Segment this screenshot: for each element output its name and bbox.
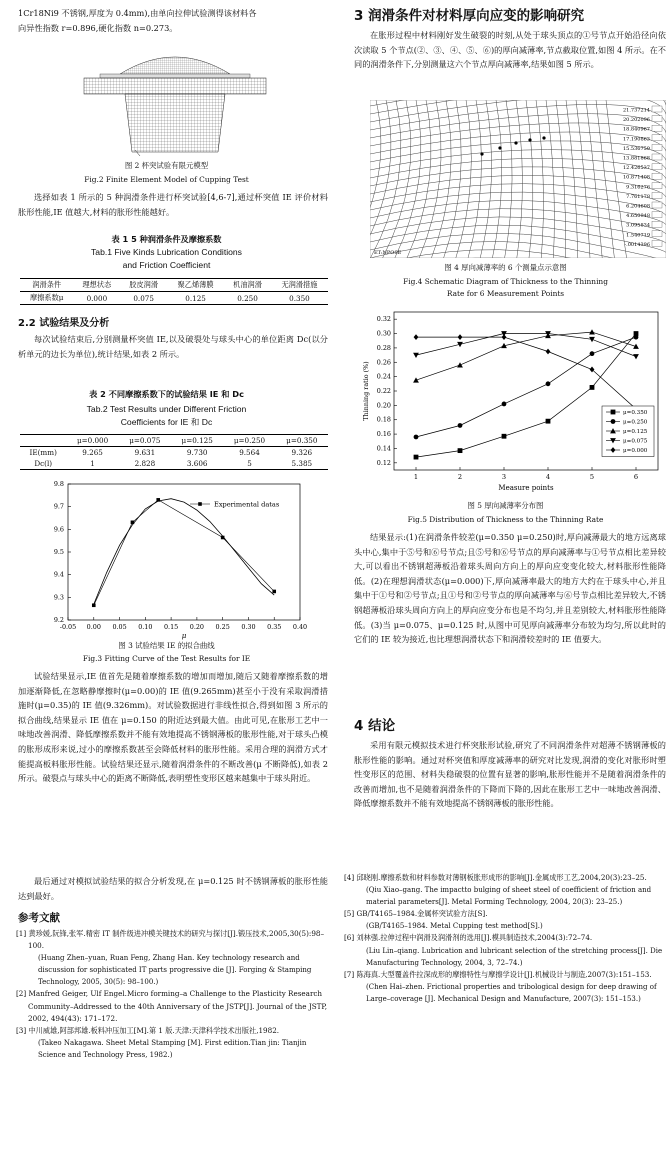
table1-title-en-1: Tab.1 Five Kinds Lubrication Conditions xyxy=(91,247,242,257)
table2-cell: 9.564 xyxy=(239,448,260,457)
fig3-x-tick-label: 0.15 xyxy=(163,623,179,631)
fig4-legend-label: 13.881868 xyxy=(622,155,650,162)
fig5-data-point xyxy=(546,419,551,424)
table2-cell: 9.730 xyxy=(186,448,208,457)
fig5-data-point xyxy=(414,455,419,460)
fig5-y-tick-label: 0.28 xyxy=(376,343,391,352)
table2-cell: 2.828 xyxy=(134,459,156,468)
fig4-legend-swatch xyxy=(652,240,662,246)
fig4-legend-label: 10.871408 xyxy=(622,174,650,181)
paragraph-fit-conclusion: 最后通过对模拟试验结果的拟合分析发现,在 μ=0.125 时不锈钢薄板的胀形性能达到最好。 xyxy=(18,876,328,901)
table2-cell: 3.606 xyxy=(186,459,208,468)
fig4-legend-swatch xyxy=(652,106,662,112)
fig5-data-point xyxy=(589,329,595,334)
fig5-data-point xyxy=(502,334,507,340)
fig4-legend-label: 21.737214 xyxy=(622,107,650,114)
paragraph-conclusion: 采用有限元模拟技术进行杯突胀形试验,研究了不同润滑条件对超薄不锈钢薄板的胀形性能的影响。通过对杯突值和厚度减薄率的研究对比发现,润滑的变化对胀形时塑性变形区的范围、材料失稳破裂的位置有显著的影响,胀形性能并不是随着润滑条件的改善而增加,也不是随着润滑条件的下降而下降的,因此在胀形工艺中一味地改善润滑、降低摩擦系数并不能有效地提高不锈钢薄板的胀形性能。 xyxy=(354,740,666,809)
reference-item-en: (Qiu Xiao–gang. The impactto bulging of sheet steel of coefficient of friction and material parameters[J]. Metal Forming Technology, 2004, 20(3): 23–25.) xyxy=(366,886,652,907)
fig3-data-point xyxy=(92,603,96,607)
table1-header: 机油润滑 xyxy=(233,280,262,289)
fig4-legend-swatch xyxy=(652,192,662,198)
fig5-data-point xyxy=(590,385,595,390)
table2-row xyxy=(20,447,328,459)
fig3-x-tick-label: 0.05 xyxy=(112,623,127,631)
fig5-data-point xyxy=(414,435,419,440)
fig5-x-axis-label: Measure points xyxy=(498,484,554,492)
fig3-y-tick-label: 9.5 xyxy=(53,548,64,556)
fig5-y-tick-label: 0.32 xyxy=(376,315,391,324)
table2-cell: 9.265 xyxy=(82,448,103,457)
table1-title-cn: 表 1 5 种润滑条件及摩擦系数 xyxy=(111,234,222,244)
fig5-y-tick-label: 0.12 xyxy=(376,458,391,467)
intro-line-2: 向异性指数 r=0.896,硬化指数 n=0.273。 xyxy=(18,22,178,33)
intro-line-1: 1Cr18Ni9 不锈钢,厚度为 0.4mm),由单向拉伸试验测得该材料各 xyxy=(18,8,257,18)
table2-title-en-2: Coefficients for IE 和 Dc xyxy=(120,417,213,427)
fig3-data-point xyxy=(131,521,135,525)
fig5-data-point xyxy=(633,354,639,359)
fig4-legend-label: 6.204608 xyxy=(626,203,650,210)
fig5-y-tick-label: 0.20 xyxy=(376,401,391,410)
reference-item: [6] 刘林强.拉伸过程中润滑及润滑剂的选用[J].模具制造技术,2004(3):72–74. xyxy=(344,933,593,943)
fig3-data-point xyxy=(272,590,276,594)
reference-item-en: (Chen Hai–zhen. Frictional properties and tribological design for deep drawing of Large–coverage [J]. Mechanical Design and Manufacture, 2007(3): 151–153.) xyxy=(366,982,657,1003)
fig3-data-point xyxy=(156,498,160,502)
fig5-data-point xyxy=(414,334,419,340)
intro-text xyxy=(18,6,328,35)
table2-cell: Dc(l) xyxy=(34,459,53,468)
fig5-data-point xyxy=(590,367,595,373)
fig5-data-point xyxy=(546,381,551,386)
fig5-y-tick-label: 0.16 xyxy=(376,430,391,439)
fig3-y-tick-label: 9.4 xyxy=(53,570,64,579)
table1-cell: 0.075 xyxy=(133,293,154,303)
fig4-legend-label: 18.840967 xyxy=(622,126,650,133)
table2-cell: 9.326 xyxy=(291,448,313,457)
table1-title-en-2: and Friction Coefficient xyxy=(122,260,211,270)
fig5-data-point xyxy=(546,349,551,355)
fig3-data-line xyxy=(94,500,274,605)
fig5-y-tick-label: 0.30 xyxy=(376,329,391,338)
table2-header-row xyxy=(20,435,328,447)
fig4-mesh-image xyxy=(370,100,666,258)
table2-title-cn: 表 2 不同摩擦系数下的试验结果 IE 和 Dc xyxy=(89,389,244,399)
fig4-legend-swatch xyxy=(652,125,662,131)
fig3-caption-cn: 图 3 试验结果 IE 的拟合曲线 xyxy=(118,641,215,650)
fig3-y-tick-label: 9.2 xyxy=(53,616,64,624)
fig3-y-tick-label: 9.6 xyxy=(53,525,64,534)
fig2-caption-en: Fig.2 Finite Element Model of Cupping Test xyxy=(84,175,249,184)
fig5-data-point xyxy=(502,434,507,439)
paragraph-results: 试验结果显示,IE 值首先是随着摩擦系数的增加而增加,随后又随着摩擦系数的增加逐渐降低,在忽略静摩擦时(μ=0.00)的 IE 值(9.265mm)甚至小于没有采取润滑措施时(μ=0.35)的 IE 值(9.326mm)。对试验数据进行非线性拟合,得到如图 3 所示的拟合曲线,结果显示 IE 值在 μ=0.150 的附近达到最大值。由此可见,在胀形工艺中一味地改善润滑、降低摩擦系数并不能有效地提高不锈钢薄板的胀形性能,对于球头凸模的胀形成形来说,过小的摩擦系数甚至会降低材料的胀形性能。采用合理的润滑方式才能提高板料胀形性能。试验结果还显示,随着润滑条件的不断改善(μ 不断降低),如表 2 所示。破裂点与球头中心的距离不断降低,表明塑性变形区越来越集中于球头附近。 xyxy=(18,671,328,784)
fig4-legend-label: 17.190863 xyxy=(622,136,650,143)
fig4-legend-label: 12.426537 xyxy=(622,165,650,172)
fig5-legend-marker xyxy=(611,410,616,415)
table1-header: 润滑条件 xyxy=(32,280,62,289)
table1-row xyxy=(20,292,328,305)
fig5-y-tick-label: 0.14 xyxy=(376,444,391,453)
references-heading: 参考文献 xyxy=(18,912,60,924)
reference-item: [3] 中川威雄,阿部邦雄.板料冲压加工[M].第 1 版.天津:天津科学技术出版社,1982. xyxy=(16,1026,280,1036)
fig5-x-tick-label: 4 xyxy=(545,473,551,481)
table2-header: μ=0.000 xyxy=(76,436,109,445)
table2-header: μ=0.125 xyxy=(181,436,213,445)
fig4-caption-cn: 图 4 厚向减薄率的 6 个测量点示意图 xyxy=(444,263,567,272)
fig5-x-tick-label: 2 xyxy=(457,473,463,481)
table2-cell: 9.631 xyxy=(134,448,156,457)
fig3-data-point xyxy=(221,536,225,540)
paragraph-thinning-results: 结果显示:(1)在润滑条件较差(μ=0.350 μ=0.250)时,厚向减薄最大的地方远离球头中心,集中于⑤号和⑥号节点;且⑤号和⑥号节点的厚向减薄率与①号节点相比差异较大,可以看出不锈钢超薄板沿着球头周向方向上的厚向应变变化较大,材料胀形性能降低。(2)在理想润滑状态(μ=0.000)下,厚向减薄率最大的地方大约在于球头中心,并且集中于①号和②号节点;且①号和②号节点的厚向减薄率与⑥号节点相比差异较大,不锈钢超薄板沿球头周向方向上的厚向应变分布也是不均匀,并且差别较大,材料胀形性能降低。(3)当 μ=0.075、μ=0.125 时,从图中可见厚向减薄率分布较为均匀,所以此时的它们的 IE 较为接近,也比理想润滑状态下和润滑较差时的 IE 值要大。 xyxy=(354,532,666,645)
fig4-legend-swatch xyxy=(652,202,662,208)
table2-cell: 1 xyxy=(90,459,95,468)
fig5-legend-label: μ=0.125 xyxy=(623,429,648,435)
fig4-legend-label: 15.536759 xyxy=(622,145,650,152)
table2-cell: IE(mm) xyxy=(29,448,57,457)
references-right xyxy=(342,872,668,1005)
fig4-legend-swatch xyxy=(652,212,662,218)
fig5-data-point xyxy=(458,423,463,428)
fig4-legend-swatch xyxy=(652,231,662,237)
fig5-data-point xyxy=(589,337,595,342)
fig5-y-tick-label: 0.18 xyxy=(376,415,391,424)
fig5-y-tick-label: 0.26 xyxy=(376,358,391,367)
fig3-legend-marker xyxy=(198,502,202,506)
fig3-caption-en: Fig.3 Fitting Curve of the Test Results for IE xyxy=(82,654,251,663)
fig4-legend-label: 4.650948 xyxy=(626,213,650,220)
reference-item: [7] 陈海真.大型覆盖件拉深成形的摩擦特性与摩擦学设计[J].机械设计与制造,2007(3):151–153. xyxy=(344,969,652,979)
table1-cell: 0.000 xyxy=(86,293,108,303)
fig2-caption-cn: 图 2 杯突试验有限元模型 xyxy=(124,161,209,170)
fig3-legend-label: Experimental datas xyxy=(214,500,280,509)
fig4-legend-swatch xyxy=(652,116,662,122)
reference-item: [5] GB/T4165–1984.金属杯突试验方法[S]. xyxy=(344,909,488,919)
table2-cell: 5 xyxy=(247,459,252,468)
fig4-label-left: ET:NPOSE xyxy=(374,250,402,256)
fig4-legend-swatch xyxy=(652,164,662,170)
fig5-legend-label: μ=0.075 xyxy=(623,438,648,445)
fig5-caption-cn: 图 5 厚向减薄率分布图 xyxy=(467,501,544,510)
fig3-y-tick-label: 9.3 xyxy=(53,593,64,602)
fig4-caption-en-2: Rate for 6 Measurement Points xyxy=(446,289,565,298)
fig5-data-point xyxy=(457,362,463,367)
table2 xyxy=(20,434,328,470)
fig4-legend-label: 1.540719 xyxy=(626,232,650,239)
fig3-y-tick-label: 9.8 xyxy=(53,480,64,488)
fig5-x-tick-label: 1 xyxy=(413,473,419,481)
fig3-x-tick-label: 0.25 xyxy=(215,623,230,631)
table1-cell: 摩擦系数μ xyxy=(30,293,64,302)
table1 xyxy=(20,278,328,305)
fig4-legend-label: 7.761178 xyxy=(626,193,650,200)
fig3-fit-curve xyxy=(94,499,274,604)
fig4-legend-swatch xyxy=(652,183,662,189)
paragraph-lubrication-select: 选择如表 1 所示的 5 种润滑条件进行杯突试验[4,6-7],通过杯突值 IE 评价材料胀形性能,IE 值越大,材料的胀形性能越好。 xyxy=(18,192,328,217)
fig4-legend-swatch xyxy=(652,173,662,179)
fig4-legend-label: 20.202096 xyxy=(622,117,650,124)
fig5-data-point xyxy=(633,344,639,349)
fig5-data-point xyxy=(413,377,419,382)
table2-header: μ=0.350 xyxy=(286,436,318,445)
table2-cell: 5.385 xyxy=(291,459,313,468)
references-left xyxy=(14,928,330,1061)
table2-row xyxy=(20,458,328,470)
fig3-x-tick-label: -0.05 xyxy=(59,623,77,631)
fig5-y-axis-label: Thinning ratio (%) xyxy=(362,361,370,421)
fig5-data-point xyxy=(413,353,419,358)
fig4-legend-label: 3.095834 xyxy=(626,222,650,229)
fig4-legend-label: -.0014396 xyxy=(624,241,650,248)
table1-header: 理想状态 xyxy=(82,280,112,289)
fig5-data-point xyxy=(458,448,463,453)
fig5-data-point xyxy=(634,335,639,340)
fig5-legend-label: μ=0.250 xyxy=(623,419,648,426)
table2-header: μ=0.250 xyxy=(233,436,266,445)
fig5-data-point xyxy=(458,334,463,340)
table1-header: 胶皮润滑 xyxy=(129,280,159,289)
reference-item-en: (GB/T4165–1984. Metal Cupping test method[S].) xyxy=(366,922,543,931)
fig3-x-tick-label: 0.00 xyxy=(86,623,101,631)
fig3-x-axis-label: μ xyxy=(181,632,187,640)
fig5-legend-label: μ=0.350 xyxy=(623,410,648,416)
fig4-legend-swatch xyxy=(652,154,662,160)
fig3-x-tick-label: 0.35 xyxy=(267,623,282,631)
fig3-y-tick-label: 9.7 xyxy=(53,502,64,511)
fig5-x-tick-label: 6 xyxy=(633,473,639,481)
table2-title-en-1: Tab.2 Test Results under Different Friction xyxy=(86,404,247,414)
fig5-series-line xyxy=(416,332,636,380)
fig4-caption-en-1: Fig.4 Schematic Diagram of Thickness to the Thinning xyxy=(403,277,608,286)
fig3-x-tick-label: 0.30 xyxy=(241,623,256,631)
section-2-2-heading: 2.2 试验结果及分析 xyxy=(18,318,110,329)
fig5-caption-en: Fig.5 Distribution of Thickness to the Thinning Rate xyxy=(407,515,604,524)
fig3-chart xyxy=(38,480,308,640)
fig5-series-line xyxy=(416,337,636,409)
table1-header: 无润滑措施 xyxy=(281,280,318,289)
fig5-legend-label: μ=0.000 xyxy=(623,448,648,454)
table1-cell: 0.250 xyxy=(237,293,258,303)
reference-item-en: (Liu Lin–qiang. Lubrication and lubricant selection of the stretching process[J]. Die Manufacturing Technology, 2004, 3, 72–74.) xyxy=(366,946,663,967)
section-3-heading: 3 润滑条件对材料厚向应变的影响研究 xyxy=(354,8,585,24)
fig4-legend-swatch xyxy=(652,135,662,141)
fig5-legend-marker xyxy=(611,419,616,424)
reference-item: [4] 邱晓刚.摩擦系数和材料参数对薄钢板胀形成形的影响[J].金属成形工艺,2004,20(3):23–25. xyxy=(344,873,647,882)
table1-cell: 0.350 xyxy=(289,293,310,303)
table2-header xyxy=(20,435,66,447)
fig3-x-tick-label: 0.10 xyxy=(138,623,153,631)
fig3-x-tick-label: 0.40 xyxy=(292,623,308,631)
fig5-chart xyxy=(358,306,666,498)
fig5-data-point xyxy=(502,402,507,407)
fig5-x-tick-label: 3 xyxy=(501,473,507,481)
fig5-y-tick-label: 0.24 xyxy=(376,372,391,381)
fig5-data-point xyxy=(590,351,595,356)
section-4-heading: 4 结论 xyxy=(354,718,396,734)
reference-item: [1] 黄珍媛,阮锋,张军.精密 IT 制件级进冲模关键技术的研究与探讨[J].锻压技术,2005,30(5):98–100. xyxy=(16,929,325,951)
fig5-y-tick-label: 0.22 xyxy=(376,387,391,395)
table1-cell: 0.125 xyxy=(185,293,206,303)
table1-header-row xyxy=(20,279,328,292)
fig3-x-tick-label: 0.20 xyxy=(189,623,205,631)
table1-header: 聚乙烯薄膜 xyxy=(177,280,214,289)
paragraph-measure: 每次试验结束后,分别测量杯突值 IE,以及破裂处与球头中心的单位距离 Dc(以分析单元的边长为单位),统计结果,如表 2 所示。 xyxy=(18,334,328,359)
reference-item-en: (Huang Zhen–yuan, Ruan Feng, Zhang Han. Key technology research and discussion for sophisticated IT parts progressive die [J]. Forging & Stamping Technology, 2005, 30(5): 98–100.) xyxy=(38,954,312,987)
fig2-fe-model-image xyxy=(80,42,270,157)
fig5-x-tick-label: 5 xyxy=(589,473,595,481)
table2-header: μ=0.075 xyxy=(129,436,161,445)
paragraph-node-reading: 在胀形过程中材料刚好发生破裂的时刻,从处于球头顶点的①号节点开始沿径向依次读取 5 个节点(②、③、④、⑤、⑥)的厚向减薄率,节点截取位置,如图 4 所示。在不同的润滑条件下,分别测量这六个节点厚向减薄率,结果如图 5 所示。 xyxy=(354,30,666,70)
reference-item: [2] Manfred Geiger, Ulf Engel.Micro forming–a Challenge to the Plasticity Research Community–Addressed to the 40th Anniversary of the JSTP[J]. Journal of the JSTP, 2002, 494(43): 171–172. xyxy=(16,989,328,1023)
fig4-legend-label: 9.316276 xyxy=(626,184,650,191)
fig4-legend-swatch xyxy=(652,144,662,150)
reference-item-en: (Takeo Nakagawa. Sheet Metal Stamping [M]. First edition.Tian jin: Tianjin Science and Technology Press, 1982.) xyxy=(38,1039,307,1060)
fig4-legend-swatch xyxy=(652,221,662,227)
